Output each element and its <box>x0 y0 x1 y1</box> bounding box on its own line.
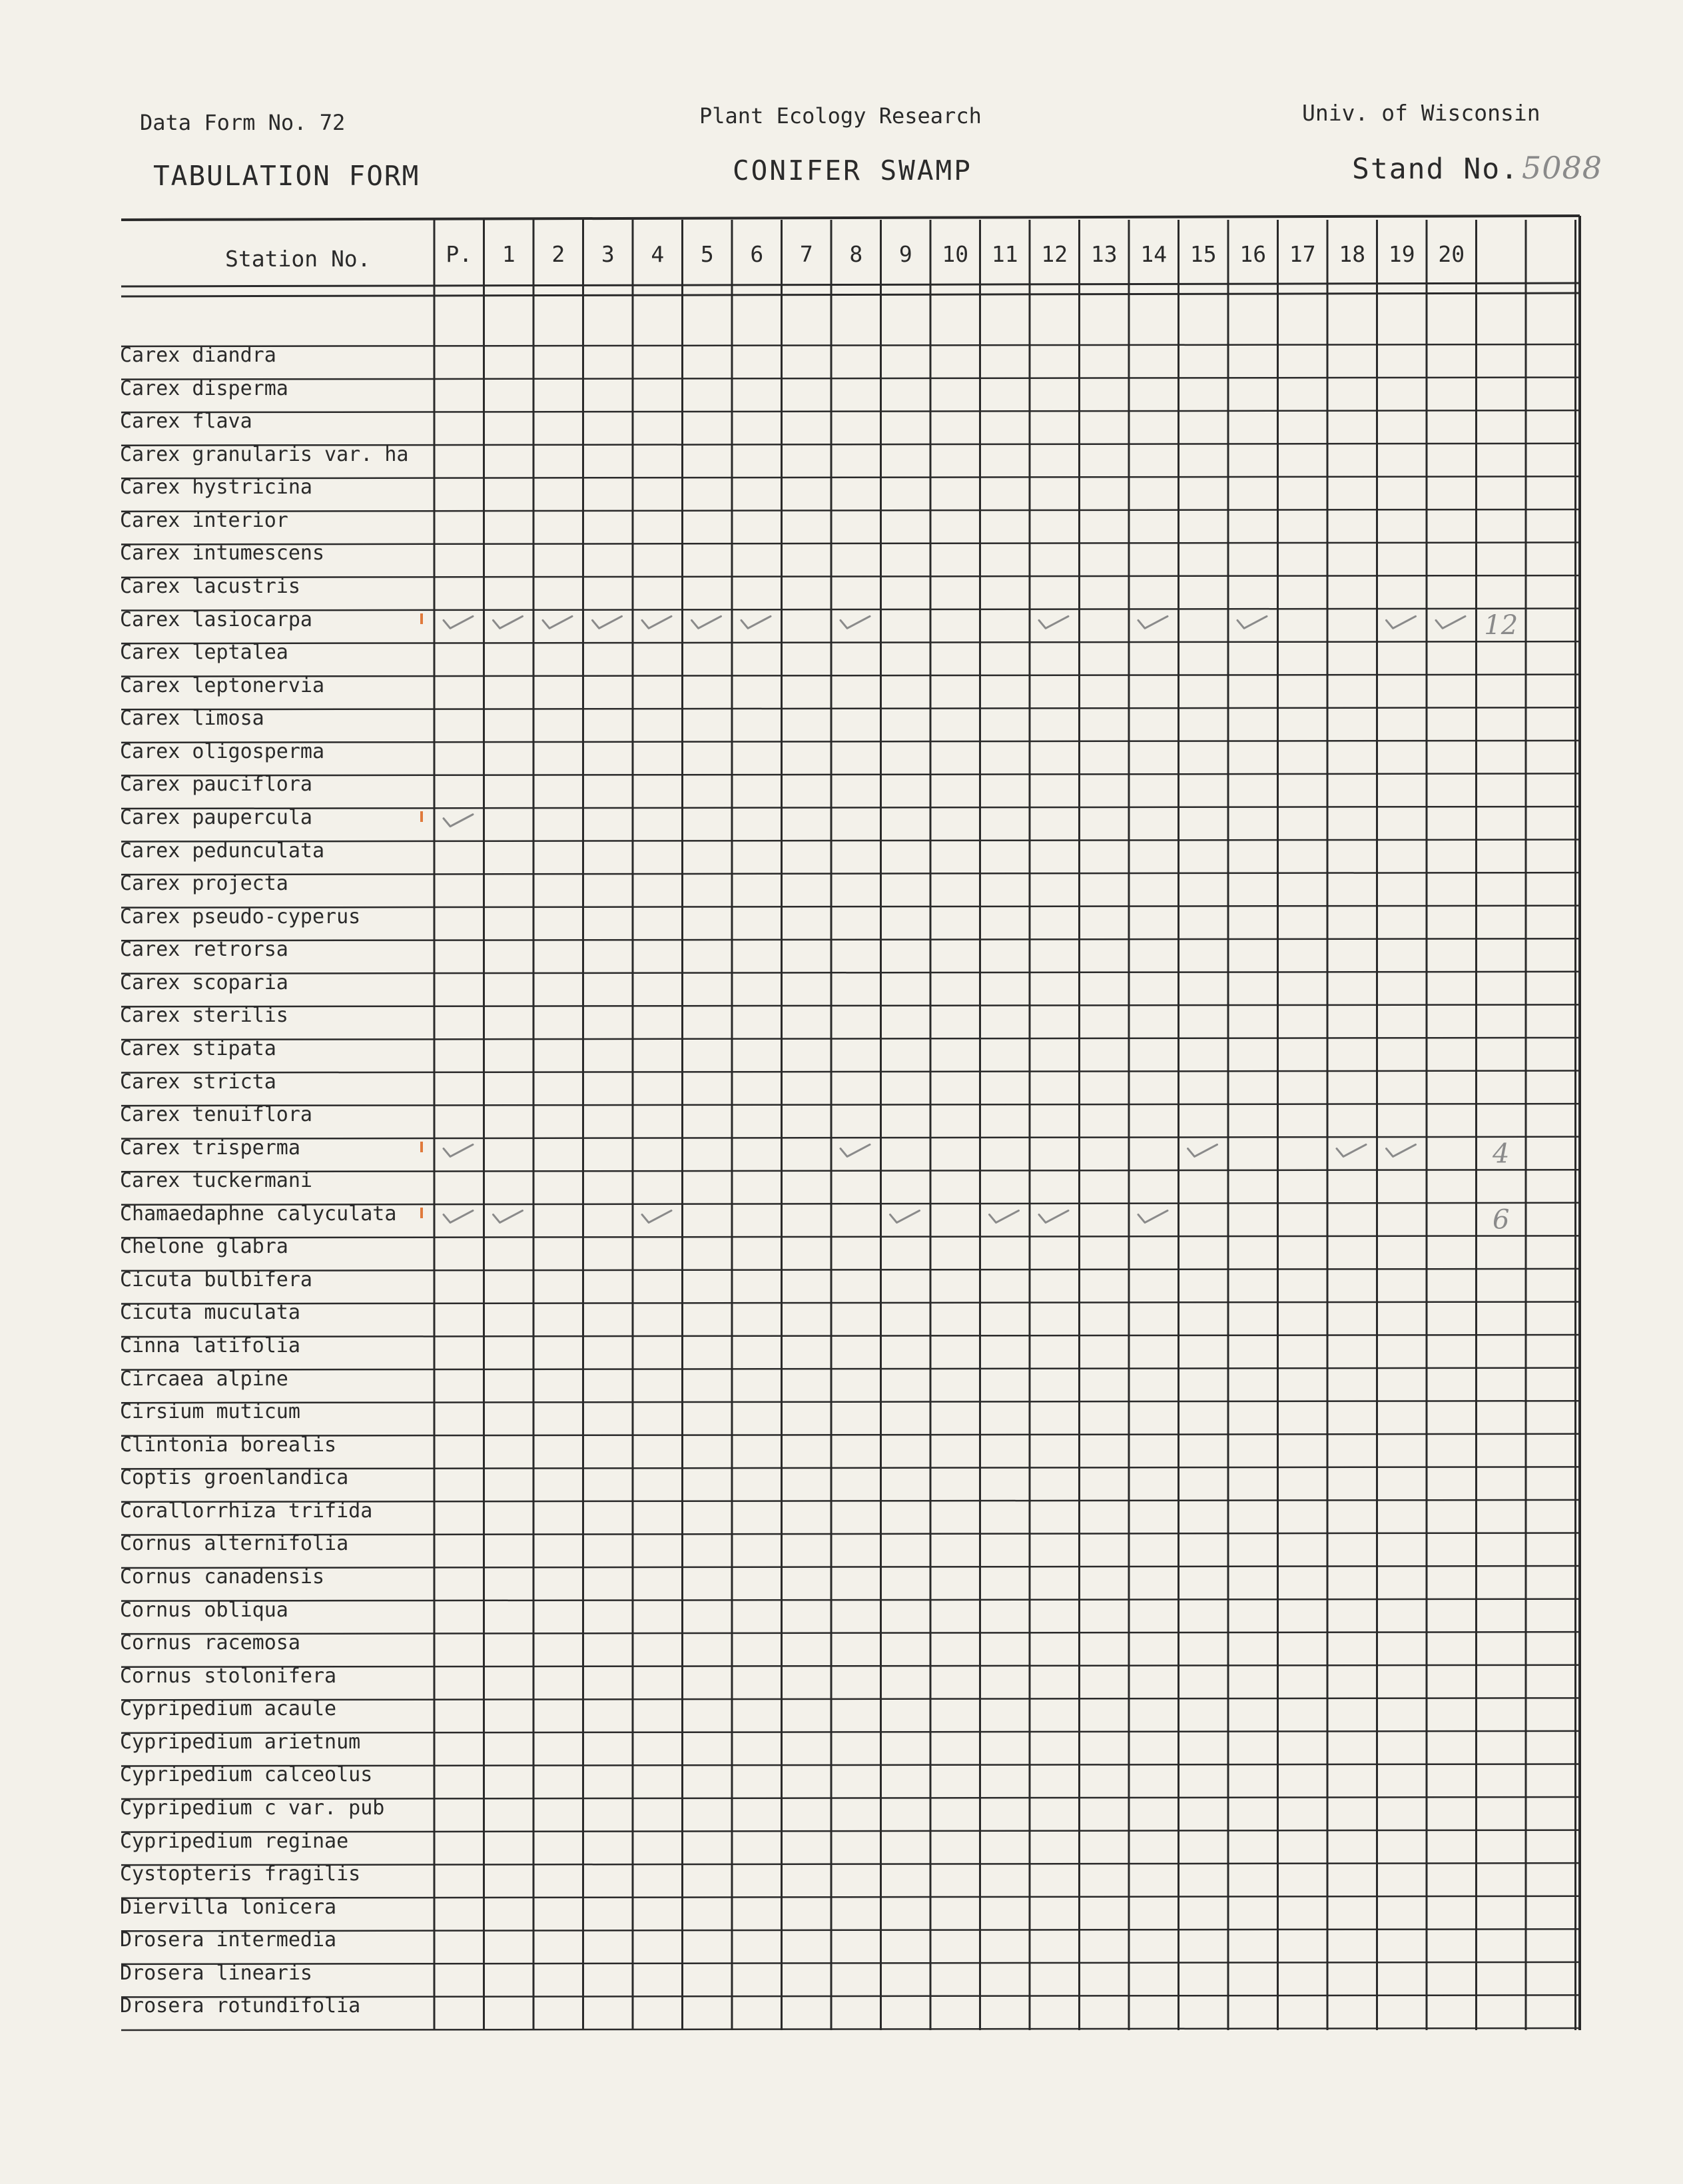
row-total-handwritten: 12 <box>1484 610 1518 641</box>
species-name: Carex diandra <box>120 345 276 366</box>
species-name: Carex tenuiflora <box>120 1104 312 1126</box>
row-line <box>121 2028 1580 2030</box>
species-name: Carex hystricina <box>120 477 312 499</box>
species-name: Cornus alternifolia <box>120 1533 349 1555</box>
species-name: Carex leptalea <box>120 642 288 664</box>
check-mark <box>841 1144 870 1156</box>
station-column-label: 20 <box>1438 241 1465 267</box>
species-name: Carex trisperma <box>120 1137 300 1159</box>
species-name: Carex retrorsa <box>120 939 288 961</box>
species-name: Carex interior <box>120 510 288 532</box>
check-mark <box>1188 1144 1217 1156</box>
form-number: Data Form No. 72 <box>140 110 346 135</box>
station-column-label: 7 <box>799 241 813 267</box>
check-mark <box>1387 616 1416 628</box>
station-column-label: P. <box>446 241 473 267</box>
species-name: Carex limosa <box>120 708 264 730</box>
check-mark <box>1138 1211 1168 1223</box>
species-name: Drosera linearis <box>120 1962 312 1984</box>
university-name: Univ. of Wisconsin <box>1302 100 1540 126</box>
station-column-label: 4 <box>651 241 665 267</box>
header-rule <box>121 283 1580 286</box>
station-column-label: 13 <box>1090 241 1118 267</box>
check-mark <box>990 1211 1019 1223</box>
species-name: Carex stricta <box>120 1071 276 1093</box>
check-mark <box>841 616 870 628</box>
check-mark <box>494 1211 523 1223</box>
species-name: Carex scoparia <box>120 972 288 994</box>
check-mark <box>890 1211 920 1223</box>
species-name: Carex lacustris <box>120 575 300 597</box>
station-column-label: 9 <box>898 241 912 267</box>
station-column-label: 17 <box>1289 241 1316 267</box>
species-name: Chelone glabra <box>120 1236 288 1258</box>
station-column-label: 15 <box>1189 241 1217 267</box>
check-mark <box>1039 1211 1068 1223</box>
species-name: Cicuta bulbifera <box>120 1269 312 1291</box>
species-name: Cornus stolonifera <box>120 1665 337 1687</box>
species-name: Cirsium muticum <box>120 1401 300 1423</box>
species-name: Cicuta muculata <box>120 1302 300 1324</box>
species-name: Carex oligosperma <box>120 741 325 763</box>
check-mark <box>1237 616 1267 628</box>
species-name: Carex granularis var. ha <box>120 444 409 466</box>
species-name: Cypripedium acaule <box>120 1698 337 1720</box>
margin-flag-mark <box>420 613 423 624</box>
species-name: Carex pseudo-cyperus <box>120 906 361 928</box>
check-mark <box>593 616 622 628</box>
species-name: Drosera rotundifolia <box>120 1996 361 2017</box>
form-title: TABULATION FORM <box>153 160 420 192</box>
check-mark <box>444 1211 473 1223</box>
species-name: Carex paupercula <box>120 807 312 829</box>
species-name: Cornus canadensis <box>120 1567 325 1589</box>
row-total-handwritten: 4 <box>1493 1138 1510 1170</box>
margin-flag-mark <box>420 811 423 822</box>
check-mark <box>642 616 671 628</box>
check-mark <box>642 1211 671 1223</box>
research-title: Plant Ecology Research <box>699 103 982 129</box>
station-column-label: 2 <box>551 241 565 267</box>
check-mark <box>543 616 572 628</box>
station-column-label: 16 <box>1239 241 1267 267</box>
station-column-label: 18 <box>1339 241 1366 267</box>
species-name: Cypripedium arietnum <box>120 1731 361 1753</box>
check-mark <box>494 616 523 628</box>
species-name: Drosera intermedia <box>120 1930 337 1952</box>
check-mark <box>692 616 721 628</box>
station-column-label: 3 <box>601 241 615 267</box>
species-name: Cinna latifolia <box>120 1335 300 1357</box>
species-name: Carex stipata <box>120 1038 276 1060</box>
species-name: Circaea alpine <box>120 1368 288 1390</box>
species-name: Carex lasiocarpa <box>120 609 312 631</box>
check-mark <box>1387 1144 1416 1156</box>
stand-value-handwritten: 5088 <box>1522 150 1603 186</box>
check-mark <box>444 616 473 628</box>
check-mark <box>444 815 473 827</box>
species-name: Carex leptonervia <box>120 675 325 697</box>
species-name: Chamaedaphne calyculata <box>120 1203 397 1225</box>
top-rule <box>121 216 1580 220</box>
margin-flag-mark <box>420 1208 423 1218</box>
check-mark <box>1337 1144 1366 1156</box>
stand-label: Stand No. <box>1352 153 1519 186</box>
species-name: Cypripedium c var. pub <box>120 1798 385 1820</box>
check-mark <box>1436 616 1465 628</box>
station-column-label: 6 <box>750 241 764 267</box>
row-total-handwritten: 6 <box>1493 1204 1510 1236</box>
check-mark <box>1138 616 1168 628</box>
species-name: Carex intumescens <box>120 543 325 565</box>
species-name: Carex pedunculata <box>120 840 325 862</box>
check-mark <box>1039 616 1068 628</box>
species-name: Corallorrhiza trifida <box>120 1500 373 1522</box>
species-name: Carex projecta <box>120 873 288 895</box>
check-mark <box>741 616 771 628</box>
species-name: Diervilla lonicera <box>120 1896 337 1918</box>
species-name: Carex flava <box>120 411 252 433</box>
species-name: Cypripedium reginae <box>120 1830 349 1852</box>
species-name: Cornus racemosa <box>120 1633 300 1654</box>
station-column-label: 8 <box>849 241 863 267</box>
station-column-label: 11 <box>991 241 1018 267</box>
margin-flag-mark <box>420 1142 423 1152</box>
species-name: Carex sterilis <box>120 1005 288 1027</box>
species-name: Cornus obliqua <box>120 1599 288 1621</box>
species-name: Clintonia borealis <box>120 1434 337 1456</box>
station-column-label: 14 <box>1140 241 1168 267</box>
station-column-label: 12 <box>1041 241 1068 267</box>
station-no-label: Station No. <box>225 246 371 272</box>
header-double-rule <box>121 293 1580 296</box>
station-column-label: 5 <box>700 241 714 267</box>
station-column-label: 10 <box>942 241 969 267</box>
species-name: Coptis groenlandica <box>120 1467 349 1489</box>
species-name: Carex pauciflora <box>120 774 312 796</box>
species-name: Carex tuckermani <box>120 1170 312 1192</box>
check-mark <box>444 1144 473 1156</box>
station-column-label: 19 <box>1388 241 1415 267</box>
species-name: Cystopteris fragilis <box>120 1864 361 1886</box>
community-title: CONIFER SWAMP <box>733 155 972 186</box>
species-name: Cypripedium calceolus <box>120 1764 373 1786</box>
station-column-label: 1 <box>502 241 515 267</box>
species-name: Carex disperma <box>120 378 288 400</box>
